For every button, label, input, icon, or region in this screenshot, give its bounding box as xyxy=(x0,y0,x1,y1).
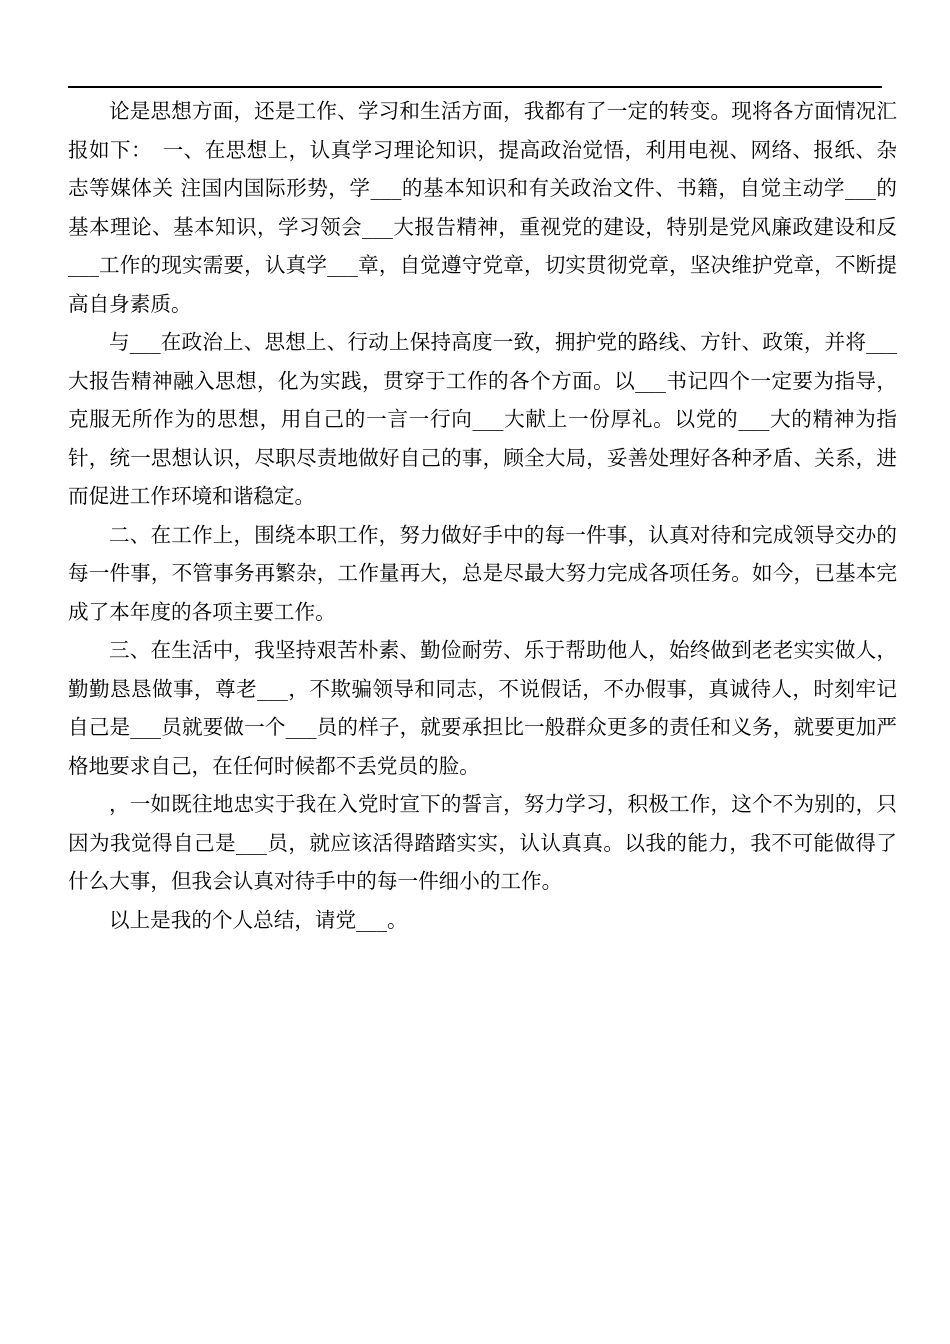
paragraph-oath: ，一如既往地忠实于我在入党时宣下的誓言，努力学习，积极工作，这个不为别的，只因为我觉得自己是___员，就应该活得踏踏实实，认认真真。以我的能力，我不可能做得了什么大事，但我会认真对待手中的每一件细小的工作。 xyxy=(68,792,897,893)
paragraph-politics: 与___在政治上、思想上、行动上保持高度一致，拥护党的路线、方针、政策，并将___大报告精神融入思想，化为实践，贯穿于工作的各个方面。以___书记四个一定要为指导，克服无所作为的思想，用自己的一言一行向___大献上一份厚礼。以党的___大的精神为指针，统一思想认识，尽职尽责地做好自己的事，顾全大局，妥善处理好各种矛盾、关系，进而促进工作环境和谐稳定。 xyxy=(68,330,897,508)
paragraph-closing: 以上是我的个人总结，请党___。 xyxy=(109,907,408,932)
paragraph-life: 三、在生活中，我坚持艰苦朴素、勤俭耐劳、乐于帮助他人，始终做到老老实实做人，勤勤恳恳做事，尊老___，不欺骗领导和同志，不说假话，不办假事，真诚待人，时刻牢记自己是___员就要做一个___员的样子，就要承担比一般群众更多的责任和义务，就要更加严格地要求自己，在任何时候都不丢党员的脸。 xyxy=(68,638,897,778)
document-body xyxy=(68,92,897,939)
paragraph-thought: 论是思想方面，还是工作、学习和生活方面，我都有了一定的转变。现将各方面情况汇报如下： 一、在思想上，认真学习理论知识，提高政治觉悟，利用电视、网络、报纸、杂志等媒体关 注国内国际形势，学___的基本知识和有关政治文件、书籍，自觉主动学___的基本理论、基本知识，学习领会___大报告精神，重视党的建设，特别是党风廉政建设和反___工作的现实需要，认真学___章，自觉遵守党章，切实贯彻党章，坚决维护党章，不断提高自身素质。 xyxy=(68,99,897,316)
paragraph-work: 二、在工作上，围绕本职工作，努力做好手中的每一件事，认真对待和完成领导交办的每一件事，不管事务再繁杂，工作量再大，总是尽最大努力完成各项任务。如今，已基本完成了本年度的各项主要工作。 xyxy=(68,522,897,624)
header-rule xyxy=(68,86,882,88)
